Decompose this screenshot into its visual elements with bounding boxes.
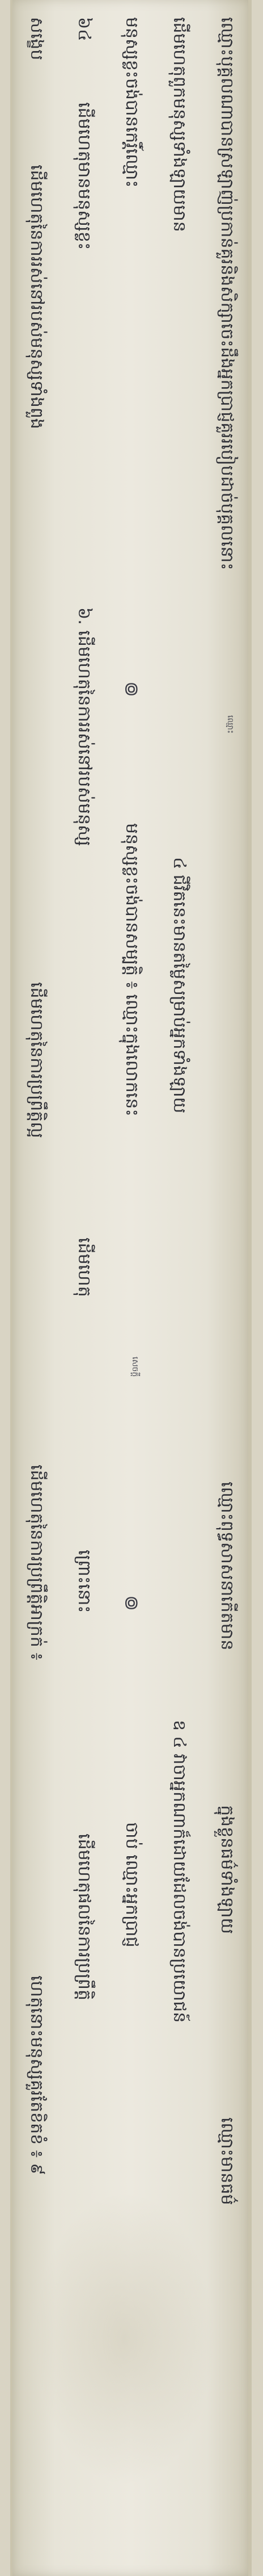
line-1-segment-a: ឈ្មោះបុគ្គលណាបានស្រឡាញ់ប្រកាន់គួរនិងសិក្សាចេះដឹងអ្នកប្រាជ្ញគួររបៀបដាច់បុគ្គលនោះ xyxy=(217,17,237,570)
line-3-segment-a: មនុស្សខ្លះចង់បានកេរ្តិ៍ឈ្មោះ xyxy=(122,17,142,188)
line-4-segment-c: ដើមហេតុ xyxy=(74,1237,94,1297)
line-1-segment-c: ក្នុងខ្លួនធម៌ទាំងឡាយ xyxy=(217,1805,237,1935)
text-line-4 xyxy=(61,17,107,2559)
line-4-segment-b: ៦. ដើមហេតុនៃការរស់នៅរបស់មនុស្ស xyxy=(74,607,94,846)
text-line-2 xyxy=(156,17,202,2559)
line-2-segment-b: ៤ ជីវិតនេះមានតម្លៃសម្រាប់អ្នកទាំងឡាយ xyxy=(169,857,189,1114)
line-5-segment-b: ដើមហេតុនៃការប្រព្រឹត្តិល្អ xyxy=(27,982,46,1138)
line-5-lead: សង្ខេប xyxy=(27,17,46,61)
line-2-segment-a: ដើមហេតុពួកមនុស្សទាំងឡាយមាន xyxy=(169,17,189,232)
line-3-ornament-1: ៙ xyxy=(120,681,143,698)
line-5-segment-a: ដើមហេតុនៃការរស់នៅរបស់មនុស្សទាំងពួង xyxy=(27,165,46,429)
manuscript-text-field xyxy=(12,17,249,2559)
line-1-marginal-note: ឈ្មោះ xyxy=(226,715,235,734)
line-3-ornament-2: ៙ xyxy=(120,1595,143,1612)
line-2-segment-c: ឧ ៤ វាចាអ្នកណាក៏ដោយដែលចង់បានប្រយោជន៍ xyxy=(169,1720,189,2023)
line-1-segment-b: ឈ្មោះពុទ្ធសាសនាកើតមាន xyxy=(217,1482,237,1651)
line-3-segment-c: ចាប់ ឈ្មោះអ្នកប្រាជ្ញ xyxy=(122,1822,142,1948)
line-5-segment-d: ហេតុនោះមនុស្សគួរតែខិតខំ ៖ ៩ xyxy=(27,1975,46,2175)
line-4-segment-d: ព្រោះនោះ xyxy=(74,1550,94,1613)
line-4-segment-e: ដើមហេតុផលនៃការប្រព្រឹត្តិ xyxy=(74,1834,94,2000)
text-line-3 xyxy=(109,17,154,2559)
line-1-segment-d: ឈ្មោះមានធម៌ xyxy=(217,2117,237,2205)
text-line-1 xyxy=(204,17,249,2559)
line-5-segment-c: ដើមហេតុនៃការប្រព្រឹត្តិអាក្រក់ ៖ xyxy=(27,1465,46,1660)
line-3-small-note: សេចក្តី xyxy=(130,1357,139,1377)
line-4-segment-a: ដើមហេតុមានមនុស្សខ្លះ xyxy=(74,102,94,250)
line-3-segment-b: មនុស្សខ្លះចង់បានសម្បត្តិ ៖ ឈ្មោះក្នុងលោកនេះ xyxy=(122,823,142,1117)
text-line-5 xyxy=(14,17,59,2559)
line-4-lead: ៦៤ xyxy=(74,17,94,41)
